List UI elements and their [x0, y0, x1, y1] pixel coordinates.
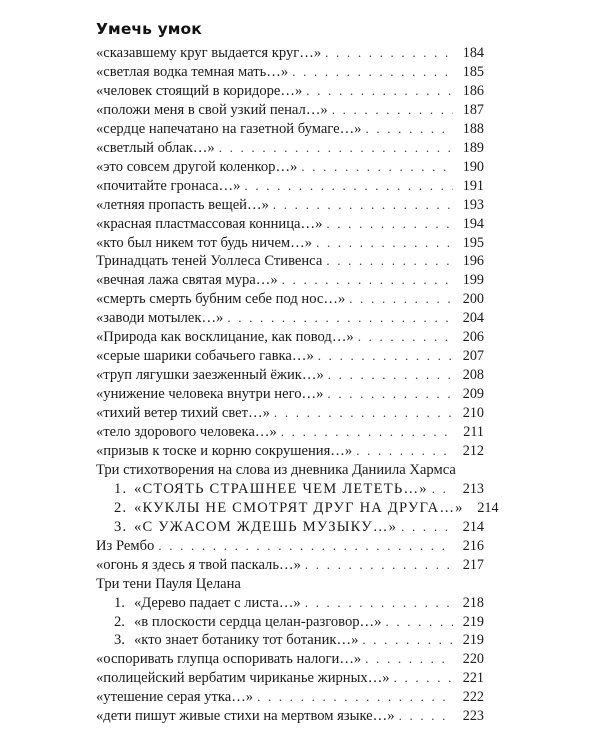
toc-entry-text: «кто знает ботанику тот ботаник…» [134, 632, 359, 649]
toc-entry-text: «полицейский вербатим чириканье жирных…» [96, 670, 390, 687]
toc-entry-text: «СТОЯТЬ СТРАШНЕЕ ЧЕМ ЛЕТЕТЬ…» [134, 480, 428, 497]
dot-leader [399, 705, 453, 727]
toc-entry-text: «заводи мотылек…» [96, 310, 224, 327]
toc-entry-text: «в плоскости сердца целан-разговор…» [134, 613, 382, 630]
toc-entry-text: «КУКЛЫ НЕ СМОТРЯТ ДРУГ НА ДРУГА…» [134, 499, 464, 516]
toc-page-number: 194 [462, 215, 484, 232]
toc-entry-text: «человек стоящий в коридоре…» [96, 82, 303, 99]
toc-entry-text: «светлый облак…» [96, 139, 215, 156]
toc-page-number: 217 [462, 556, 484, 573]
toc-entry-text: Из Рембо [96, 537, 155, 554]
toc-entry-number: 3. [114, 632, 125, 649]
toc-entry-text: «красная пластмассовая конница…» [96, 215, 323, 232]
toc-page-number: 200 [462, 291, 484, 308]
toc-entry-text: «призыв к тоске и корню сокрушения…» [96, 442, 353, 459]
toc-entry-text: «оспоривать глупца оспоривать налоги…» [96, 651, 362, 668]
toc-page-number: 219 [462, 632, 484, 649]
toc-entry-text: «тихий ветер тихий свет…» [96, 405, 270, 422]
toc-entry-text: Тринадцать теней Уоллеса Стивенса [96, 253, 323, 270]
toc-page-number: 188 [462, 120, 484, 137]
toc-page-number: 216 [462, 537, 484, 554]
toc-page-number: 208 [462, 367, 484, 384]
toc-page-number: 207 [462, 348, 484, 365]
toc-page-number: 209 [462, 386, 484, 403]
toc-entry-text: «смерть смерть бубним себе под нос…» [96, 291, 346, 308]
toc-page-number: 223 [462, 708, 484, 725]
toc-entry-text: «серые шарики собачьего гавка…» [96, 348, 314, 365]
toc-entry-text: «почитайте гронаса…» [96, 177, 241, 194]
toc-page-number: 210 [462, 405, 484, 422]
toc-page-number: 195 [462, 234, 484, 251]
toc-entry-text: «это совсем другой коленкор…» [96, 158, 298, 175]
toc-page-number: 219 [462, 613, 484, 630]
section-heading: Умечь умок [96, 20, 202, 38]
toc-entry-text: «светлая водка темная мать…» [96, 63, 289, 80]
toc-entry-text: Три тени Пауля Целана [96, 575, 241, 592]
toc-page-number: 184 [462, 45, 484, 61]
toc-entry-text: «положи меня в свой узкий пенал…» [96, 101, 328, 118]
toc-page-number: 187 [462, 101, 484, 118]
toc-entry-text: «Природа как восклицание, как повод…» [96, 329, 354, 346]
toc-page-number: 218 [462, 594, 484, 611]
toc-entry-number: 2. [114, 613, 125, 630]
toc-page-number: 190 [462, 158, 484, 175]
toc-page-number: 222 [462, 689, 484, 706]
toc-page-number: 214 [462, 518, 484, 535]
toc-page-number: 186 [462, 82, 484, 99]
toc-entry-number: 3. [114, 518, 128, 535]
toc-entry-text: «тело здорового человека…» [96, 424, 277, 440]
toc-page-number: 221 [462, 670, 484, 687]
toc-entry-text: «труп лягушки заезженный ёжик…» [96, 367, 324, 384]
toc-entry-text: Три стихотворения на слова из дневника Даниила Хармса [96, 461, 456, 478]
toc-entry-number: 1. [114, 480, 128, 497]
toc-page-number: 211 [463, 424, 484, 440]
toc-page-number: 196 [462, 253, 484, 270]
toc-entry [96, 705, 484, 727]
toc-entry-text: «сказавшему круг выдается круг…» [96, 45, 322, 61]
toc-page-number: 206 [462, 329, 484, 346]
toc-page-number: 213 [462, 480, 484, 497]
toc-page-number: 214 [477, 499, 499, 516]
toc-entry-text: «утешение серая утка…» [96, 689, 254, 706]
toc-page-number: 212 [462, 442, 484, 459]
toc-page-number: 204 [462, 310, 484, 327]
toc-page-number: 191 [462, 177, 484, 194]
toc-entry-text: «дети пишут живые стихи на мертвом языке…» [96, 708, 395, 725]
toc-entry-text: «С УЖАСОМ ЖДЕШЬ МУЗЫКУ…» [134, 518, 398, 535]
toc-entry-number: 1. [114, 594, 125, 611]
toc-page-number: 185 [462, 63, 484, 80]
toc-entry-text: «кто был никем тот будь ничем…» [96, 234, 313, 251]
toc-entry-title [96, 705, 395, 727]
toc-entry-text: «летняя пропасть вещей…» [96, 196, 269, 213]
toc-page-number: 189 [462, 139, 484, 156]
toc-entry-text: «сердце напечатано на газетной бумаге…» [96, 120, 362, 137]
toc-entry-text: «Дерево падает с листа…» [134, 594, 301, 611]
toc-entry-text: «вечная лажа святая мура…» [96, 272, 278, 289]
toc-page-number: 199 [462, 272, 484, 289]
toc-entry-text: «унижение человека внутри него…» [96, 386, 324, 403]
toc-entry-text: «огонь я здесь я твой паскаль…» [96, 556, 301, 573]
toc-page-number: 220 [462, 651, 484, 668]
toc-entry-number: 2. [114, 499, 128, 516]
toc-page-number: 193 [462, 196, 484, 213]
